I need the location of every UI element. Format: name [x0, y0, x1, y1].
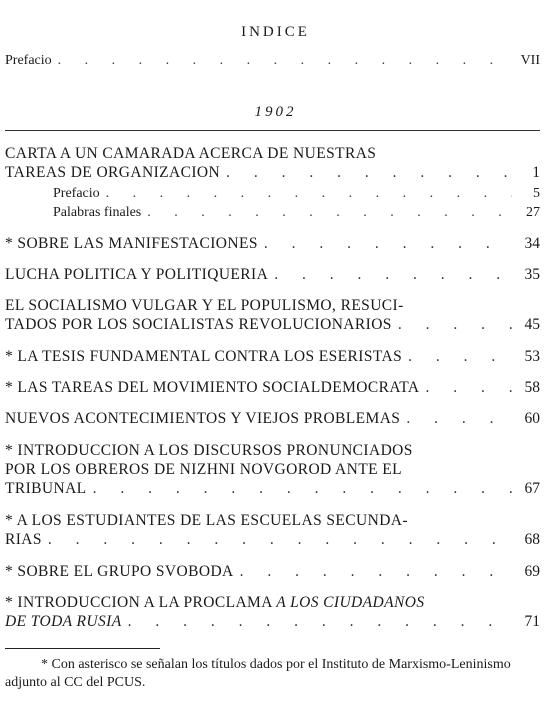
toc-entry-title: TRIBUNAL — [5, 480, 87, 497]
toc-entry-page: 67 — [524, 480, 540, 497]
toc-entry-title: CARTA A UN CAMARADA ACERCA DE NUESTRAS — [5, 145, 377, 162]
leader-dots — [398, 316, 512, 334]
toc-entry-tesis-fundamental — [5, 348, 540, 366]
leader-dots — [425, 379, 512, 397]
toc-entry-title: * SOBRE EL GRUPO SVOBODA — [5, 563, 234, 580]
toc-entry-line — [5, 442, 540, 460]
toc-entry-page: 34 — [524, 235, 540, 252]
toc-entry-title: EL SOCIALISMO VULGAR Y EL POPULISMO, RESUCI- — [5, 297, 404, 314]
toc-entry-nuevos-acontecimientos — [5, 410, 540, 428]
toc-entry-title: * LA TESIS FUNDAMENTAL CONTRA LOS ESERISTAS — [5, 348, 403, 365]
leader-dots — [106, 185, 512, 203]
leader-dots — [58, 52, 512, 70]
toc-entry-page: 35 — [524, 266, 540, 283]
toc-subentry-palabras-finales — [53, 204, 540, 222]
section-divider — [5, 130, 540, 131]
toc-entry-title: * A LOS ESTUDIANTES DE LAS ESCUELAS SECUNDA- — [5, 512, 408, 529]
leader-dots — [128, 613, 512, 631]
toc-entry-estudiantes — [5, 531, 540, 549]
toc-entry-title: LUCHA POLITICA Y POLITIQUERIA — [5, 266, 269, 283]
toc-entry-page: 27 — [526, 205, 540, 220]
toc-entry-lucha-politica — [5, 266, 540, 284]
toc-entry-page: 69 — [524, 563, 540, 580]
toc-entry-tareas-movimiento — [5, 379, 540, 397]
toc-subentry-prefacio — [53, 185, 540, 203]
leader-dots — [226, 164, 512, 182]
leader-dots — [274, 266, 512, 284]
toc-entry-page: 71 — [524, 613, 540, 630]
toc-entry-title: RIAS — [5, 531, 42, 548]
leader-dots — [408, 348, 512, 366]
toc-entry-line — [5, 594, 540, 612]
toc-entry-title: * INTRODUCCION A LOS DISCURSOS PRONUNCIADOS — [5, 442, 413, 459]
toc-entry-title-italic: A LOS CIUDADANOS — [276, 594, 425, 611]
page-heading: INDICE — [241, 24, 310, 40]
toc-entry-title: TADOS POR LOS SOCIALISTAS REVOLUCIONARIOS — [5, 316, 392, 333]
toc-entry-grupo-svoboda — [5, 563, 540, 581]
toc-entry-introduccion-proclama — [5, 613, 540, 631]
toc-entry-title: * LAS TAREAS DEL MOVIMIENTO SOCIALDEMOCRATA — [5, 379, 420, 396]
leader-dots — [48, 531, 512, 549]
toc-entry-title: POR LOS OBREROS DE NIZHNI NOVGOROD ANTE EL — [5, 461, 402, 478]
leader-dots — [264, 235, 512, 253]
toc-entry-socialismo-vulgar — [5, 316, 540, 334]
leader-dots — [240, 563, 512, 581]
toc-entry-title: Prefacio — [53, 186, 100, 201]
footnote-rule — [5, 648, 160, 649]
toc-entry-title: NUEVOS ACONTECIMIENTOS Y VIEJOS PROBLEMAS — [5, 410, 401, 427]
toc-entry-line — [5, 145, 540, 163]
toc-entry-title: * SOBRE LAS MANIFESTACIONES — [5, 235, 258, 252]
toc-entry-title: * INTRODUCCION A LA PROCLAMA — [5, 594, 277, 611]
toc-entry-introduccion-discursos — [5, 480, 540, 498]
toc-entry-page: 45 — [524, 316, 540, 333]
toc-entry-page: 5 — [533, 186, 540, 201]
section-year: 1902 — [254, 104, 297, 120]
toc-entry-manifestaciones — [5, 235, 540, 253]
toc-entry-title: Prefacio — [5, 53, 52, 68]
toc-entry-title: TAREAS DE ORGANIZACION — [5, 164, 221, 181]
toc-entry-page: 1 — [532, 164, 540, 181]
toc-entry-page: 60 — [524, 410, 540, 427]
footnote: * Con asterisco se señalan los títulos dados por el Instituto de Marxismo-Leninismo adjunto al CC del PCUS. — [5, 657, 511, 690]
leader-dots — [406, 410, 512, 428]
toc-entry-page: 58 — [524, 379, 540, 396]
toc-entry-line — [5, 512, 540, 530]
toc-entry-line — [5, 297, 540, 315]
toc-entry-page: 53 — [524, 348, 540, 365]
toc-entry-page: VII — [520, 53, 540, 68]
toc-entry-title: Palabras finales — [53, 205, 142, 220]
leader-dots — [147, 204, 512, 222]
toc-entry-title: DE TODA RUSIA — [5, 613, 122, 630]
leader-dots — [93, 480, 512, 498]
toc-entry-page: 68 — [524, 531, 540, 548]
toc-entry-line — [5, 461, 540, 479]
toc-entry-carta — [5, 164, 540, 182]
toc-entry-prefacio — [5, 52, 540, 70]
